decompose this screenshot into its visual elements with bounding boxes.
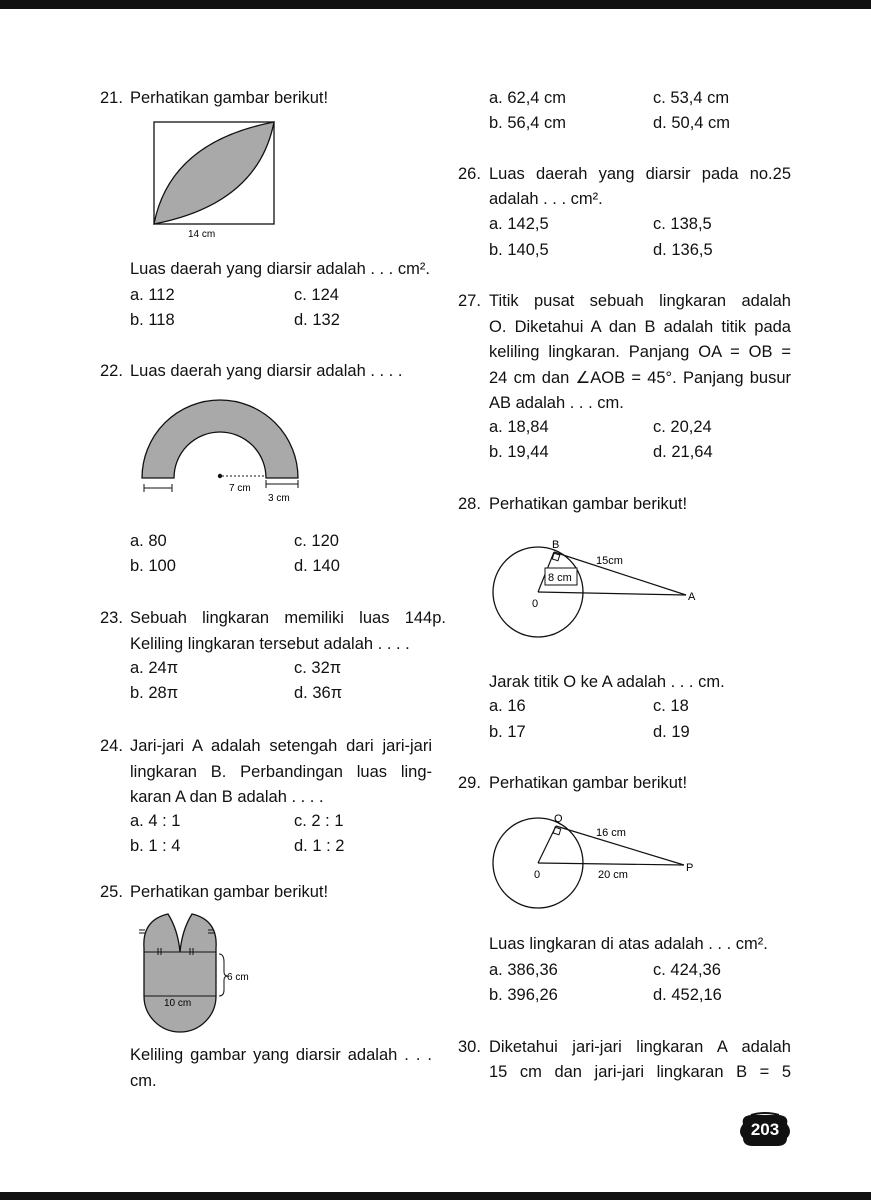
- option-b: b. 396,26: [489, 986, 558, 1004]
- bottom-border: [0, 1192, 871, 1200]
- option-a: a. 4 : 1: [130, 812, 181, 830]
- question-number: 24.: [100, 737, 123, 755]
- figure-label-o: 0: [532, 598, 539, 610]
- option-d: d. 21,64: [653, 443, 713, 461]
- figure-label-tangent: 15cm: [596, 555, 623, 567]
- option-c: c. 424,36: [653, 961, 721, 979]
- option-d: d. 452,16: [653, 986, 722, 1004]
- figure-composite-shape: [134, 908, 258, 1036]
- question-line: karan A dan B adalah . . . .: [130, 788, 324, 806]
- option-b: b. 28π: [130, 684, 179, 702]
- question-number: 25.: [100, 883, 123, 901]
- question-line: keliling lingkaran. Panjang OA = OB =: [489, 343, 791, 361]
- option-c: c. 124: [294, 286, 339, 304]
- option-c: c. 32π: [294, 659, 342, 677]
- question-number: 30.: [458, 1038, 481, 1056]
- question-line: Keliling gambar yang diarsir adalah . . .: [130, 1046, 432, 1064]
- question-number: 23.: [100, 609, 123, 627]
- figure-label-radius: 8 cm: [548, 572, 572, 584]
- question-prompt: Perhatikan gambar berikut!: [489, 774, 688, 792]
- option-a: a. 112: [130, 286, 175, 304]
- option-b: b. 1 : 4: [130, 837, 181, 855]
- question-text: Luas lingkaran di atas adalah . . . cm².: [489, 935, 768, 953]
- option-a: a. 24π: [130, 659, 179, 677]
- question-line: adalah . . . cm².: [489, 190, 603, 208]
- option-c: c. 2 : 1: [294, 812, 344, 830]
- question-line: 24 cm dan ∠AOB = 45°. Panjang busur: [489, 369, 791, 387]
- question-text: Jarak titik O ke A adalah . . . cm.: [489, 673, 725, 691]
- question-prompt: Luas daerah yang diarsir adalah . . . .: [130, 362, 403, 380]
- page-number: 203: [750, 1120, 780, 1139]
- figure-label-height: 6 cm: [227, 972, 249, 983]
- option-d: d. 132: [294, 311, 340, 329]
- option-d: d. 136,5: [653, 241, 713, 259]
- option-a: a. 18,84: [489, 418, 549, 436]
- question-line: AB adalah . . . cm.: [489, 394, 624, 412]
- figure-label-width: 10 cm: [164, 998, 192, 1009]
- question-line: 15 cm dan jari-jari lingkaran B = 5: [489, 1063, 791, 1081]
- option-a: a. 386,36: [489, 961, 558, 979]
- option-b: b. 56,4 cm: [489, 114, 567, 132]
- option-d: d. 36π: [294, 684, 343, 702]
- option-c: c. 120: [294, 532, 339, 550]
- question-prompt: Perhatikan gambar berikut!: [130, 89, 329, 107]
- option-a: a. 80: [130, 532, 167, 550]
- option-c: c. 20,24: [653, 418, 712, 436]
- option-a: a. 62,4 cm: [489, 89, 567, 107]
- question-line: Sebuah lingkaran memiliki luas 144p.: [130, 609, 446, 627]
- question-line: Jari-jari A adalah setengah dari jari-jari: [130, 737, 432, 755]
- question-prompt: Perhatikan gambar berikut!: [130, 883, 329, 901]
- top-border: [0, 0, 871, 9]
- question-line: Diketahui jari-jari lingkaran A adalah: [489, 1038, 791, 1056]
- figure-label-o: 0: [534, 869, 541, 881]
- option-c: c. 18: [653, 697, 689, 715]
- option-b: b. 100: [130, 557, 176, 575]
- question-line: Luas daerah yang diarsir pada no.25: [489, 165, 791, 183]
- option-a: a. 142,5: [489, 215, 549, 233]
- question-prompt: Perhatikan gambar berikut!: [489, 495, 688, 513]
- question-text: Luas daerah yang diarsir adalah . . . cm².: [130, 260, 430, 278]
- figure-label-radius: 7 cm: [229, 483, 251, 494]
- option-b: b. 17: [489, 723, 526, 741]
- page-number-badge: [737, 1110, 793, 1150]
- figure-label-a: A: [688, 591, 696, 603]
- figure-label-q: Q: [554, 813, 563, 825]
- option-b: b. 140,5: [489, 241, 549, 259]
- question-number: 21.: [100, 89, 123, 107]
- question-line: Titik pusat sebuah lingkaran adalah: [489, 292, 791, 310]
- question-line: cm.: [130, 1072, 157, 1090]
- question-number: 27.: [458, 292, 481, 310]
- option-d: d. 140: [294, 557, 340, 575]
- question-line: Keliling lingkaran tersebut adalah . . . .: [130, 635, 410, 653]
- question-number: 22.: [100, 362, 123, 380]
- option-d: d. 1 : 2: [294, 837, 345, 855]
- figure-label-side: 14 cm: [188, 229, 216, 240]
- option-c: c. 138,5: [653, 215, 712, 233]
- option-d: d. 19: [653, 723, 690, 741]
- figure-label-tangent: 16 cm: [596, 827, 626, 839]
- figure-circle-tangent-2: [490, 808, 710, 918]
- figure-square-leaf: [140, 118, 288, 246]
- question-line: O. Diketahui A dan B adalah titik pada: [489, 318, 791, 336]
- figure-semi-annulus: [136, 388, 306, 508]
- option-d: d. 50,4 cm: [653, 114, 731, 132]
- question-line: lingkaran B. Perbandingan luas ling-: [130, 763, 432, 781]
- figure-label-op: 20 cm: [598, 869, 628, 881]
- figure-label-p: P: [686, 862, 694, 874]
- figure-label-b: B: [552, 539, 560, 551]
- question-number: 26.: [458, 165, 481, 183]
- figure-circle-tangent: [490, 530, 710, 650]
- question-number: 29.: [458, 774, 481, 792]
- option-a: a. 16: [489, 697, 526, 715]
- option-b: b. 19,44: [489, 443, 549, 461]
- figure-label-width: 3 cm: [268, 493, 290, 504]
- option-c: c. 53,4 cm: [653, 89, 730, 107]
- option-b: b. 118: [130, 311, 175, 329]
- question-number: 28.: [458, 495, 481, 513]
